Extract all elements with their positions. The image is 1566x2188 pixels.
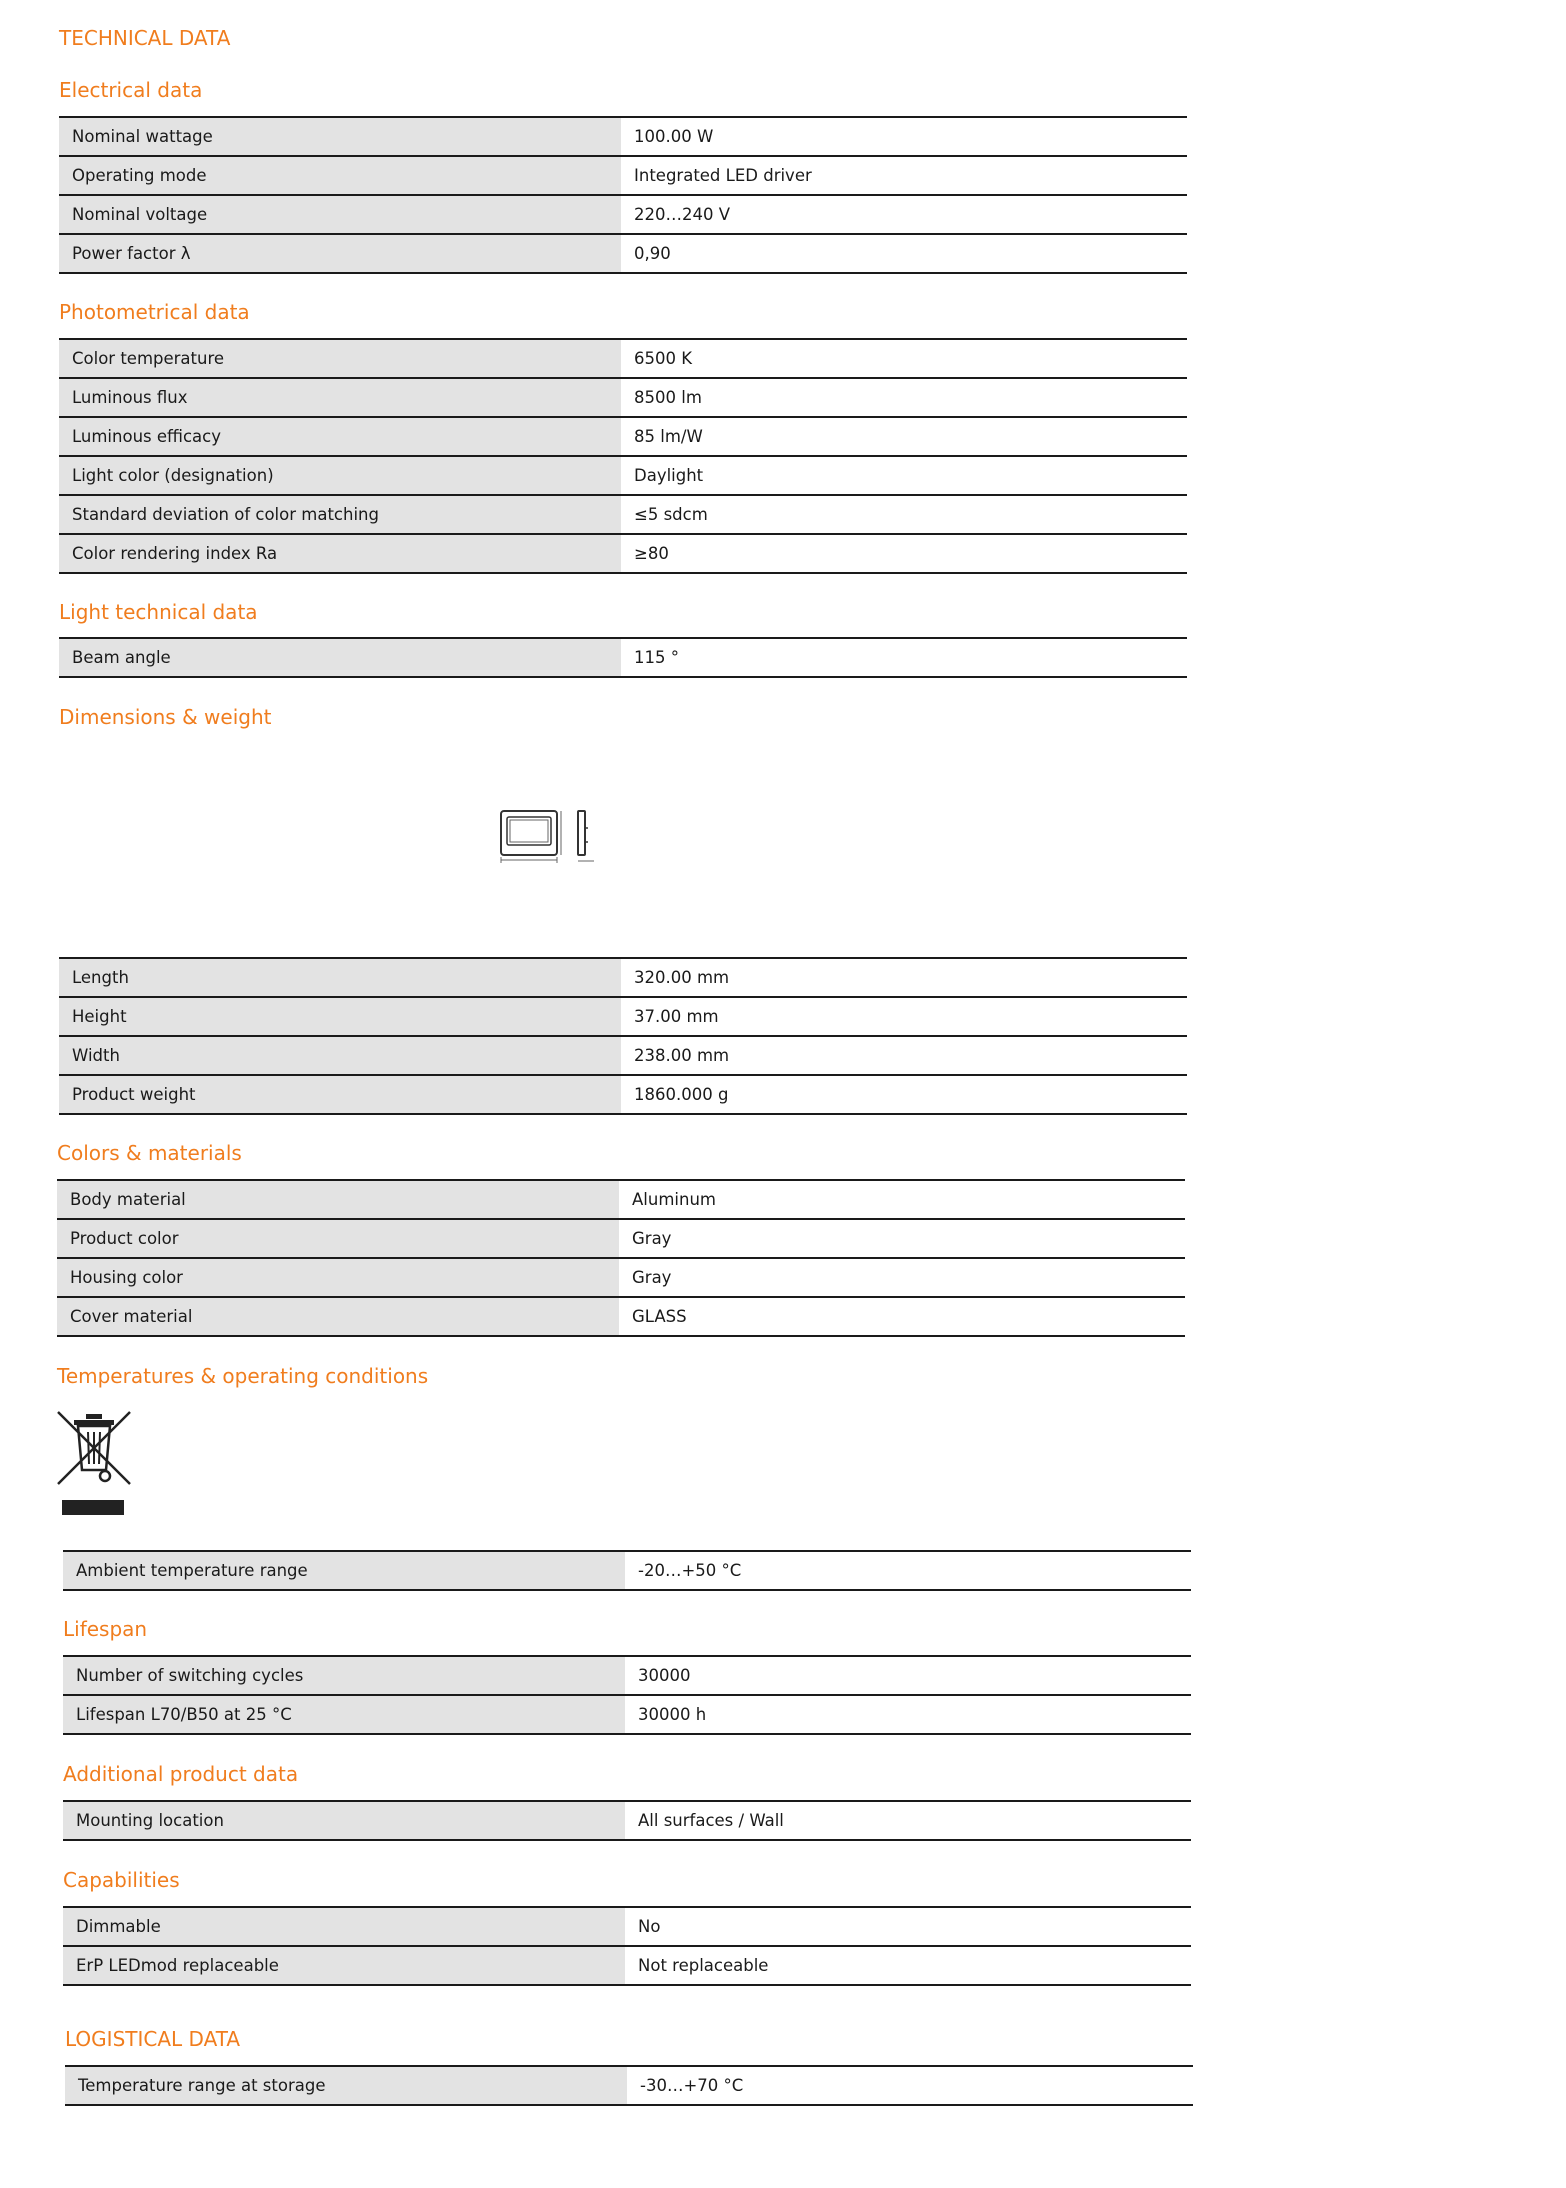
row-value: ≥80: [621, 535, 1187, 572]
colors-materials-heading: Colors & materials: [57, 1141, 242, 1165]
dimensions-weight-table: [59, 957, 1187, 1115]
row-value: GLASS: [619, 1298, 1185, 1335]
row-label: Color rendering index Ra: [59, 535, 621, 572]
row-value: All surfaces / Wall: [625, 1802, 1191, 1839]
electrical-data-table: [59, 116, 1187, 274]
table-row: [63, 1906, 1191, 1945]
light-technical-data-heading: Light technical data: [59, 600, 258, 624]
photometrical-data-heading: Photometrical data: [59, 300, 250, 324]
table-row: [59, 637, 1187, 678]
capabilities-heading: Capabilities: [63, 1868, 180, 1892]
dimensions-weight-heading: Dimensions & weight: [59, 705, 272, 729]
row-value: Gray: [619, 1220, 1185, 1257]
row-label: Standard deviation of color matching: [59, 496, 621, 533]
row-value: 6500 K: [621, 340, 1187, 377]
row-label: Product weight: [59, 1076, 621, 1113]
table-row: [59, 377, 1187, 416]
row-value: 8500 lm: [621, 379, 1187, 416]
row-label: Power factor λ: [59, 235, 621, 272]
table-row: [57, 1218, 1185, 1257]
table-row: [59, 494, 1187, 533]
row-value: 85 lm/W: [621, 418, 1187, 455]
row-label: Height: [59, 998, 621, 1035]
table-row: [59, 338, 1187, 377]
table-row: [57, 1296, 1185, 1337]
row-value: No: [625, 1908, 1191, 1945]
row-label: Dimmable: [63, 1908, 625, 1945]
table-row: [59, 1035, 1187, 1074]
row-label: Mounting location: [63, 1802, 625, 1839]
table-row: [63, 1694, 1191, 1735]
row-label: Product color: [57, 1220, 619, 1257]
row-label: Cover material: [57, 1298, 619, 1335]
row-value: 30000: [625, 1657, 1191, 1694]
table-row: [59, 533, 1187, 574]
row-label: Beam angle: [59, 639, 621, 676]
row-value: 1860.000 g: [621, 1076, 1187, 1113]
lifespan-table: [63, 1655, 1191, 1735]
table-row: [65, 2065, 1193, 2106]
table-row: [59, 194, 1187, 233]
table-row: [63, 1550, 1191, 1591]
temperatures-operating-table: [63, 1550, 1191, 1591]
row-value: Daylight: [621, 457, 1187, 494]
technical-data-heading: TECHNICAL DATA: [59, 26, 231, 50]
temperatures-operating-heading: Temperatures & operating conditions: [57, 1364, 429, 1388]
row-value: Aluminum: [619, 1181, 1185, 1218]
row-label: Body material: [57, 1181, 619, 1218]
row-label: Temperature range at storage: [65, 2067, 627, 2104]
photometrical-data-table: [59, 338, 1187, 574]
table-row: [63, 1655, 1191, 1694]
row-label: Ambient temperature range: [63, 1552, 625, 1589]
additional-product-data-table: [63, 1800, 1191, 1841]
row-label: Color temperature: [59, 340, 621, 377]
row-value: 30000 h: [625, 1696, 1191, 1733]
table-row: [63, 1945, 1191, 1986]
row-label: Housing color: [57, 1259, 619, 1296]
row-value: 37.00 mm: [621, 998, 1187, 1035]
row-label: Number of switching cycles: [63, 1657, 625, 1694]
table-row: [59, 996, 1187, 1035]
row-value: -20…+50 °C: [625, 1552, 1191, 1589]
row-label: Luminous efficacy: [59, 418, 621, 455]
row-value: ≤5 sdcm: [621, 496, 1187, 533]
table-row: [59, 455, 1187, 494]
table-row: [59, 155, 1187, 194]
row-label: Lifespan L70/B50 at 25 °C: [63, 1696, 625, 1733]
row-value: 100.00 W: [621, 118, 1187, 155]
colors-materials-table: [57, 1179, 1185, 1337]
row-label: Operating mode: [59, 157, 621, 194]
weee-crossed-bin-icon: [56, 1408, 136, 1520]
table-row: [57, 1179, 1185, 1218]
row-label: Luminous flux: [59, 379, 621, 416]
row-value: 115 °: [621, 639, 1187, 676]
row-value: Integrated LED driver: [621, 157, 1187, 194]
table-row: [59, 957, 1187, 996]
row-value: 320.00 mm: [621, 959, 1187, 996]
capabilities-table: [63, 1906, 1191, 1986]
product-dimension-drawing-icon: [498, 808, 598, 866]
logistical-data-heading: LOGISTICAL DATA: [65, 2027, 241, 2051]
row-label: Nominal wattage: [59, 118, 621, 155]
lifespan-heading: Lifespan: [63, 1617, 148, 1641]
row-value: Not replaceable: [625, 1947, 1191, 1984]
table-row: [59, 416, 1187, 455]
row-value: -30…+70 °C: [627, 2067, 1193, 2104]
row-value: 0,90: [621, 235, 1187, 272]
additional-product-data-heading: Additional product data: [63, 1762, 299, 1786]
row-label: Length: [59, 959, 621, 996]
electrical-data-heading: Electrical data: [59, 78, 203, 102]
row-value: 238.00 mm: [621, 1037, 1187, 1074]
logistical-data-table: [65, 2065, 1193, 2106]
row-value: Gray: [619, 1259, 1185, 1296]
table-row: [57, 1257, 1185, 1296]
row-label: ErP LEDmod replaceable: [63, 1947, 625, 1984]
light-technical-data-table: [59, 637, 1187, 678]
row-label: Width: [59, 1037, 621, 1074]
row-value: 220…240 V: [621, 196, 1187, 233]
table-row: [59, 233, 1187, 274]
table-row: [59, 1074, 1187, 1115]
table-row: [59, 116, 1187, 155]
row-label: Light color (designation): [59, 457, 621, 494]
table-row: [63, 1800, 1191, 1841]
row-label: Nominal voltage: [59, 196, 621, 233]
